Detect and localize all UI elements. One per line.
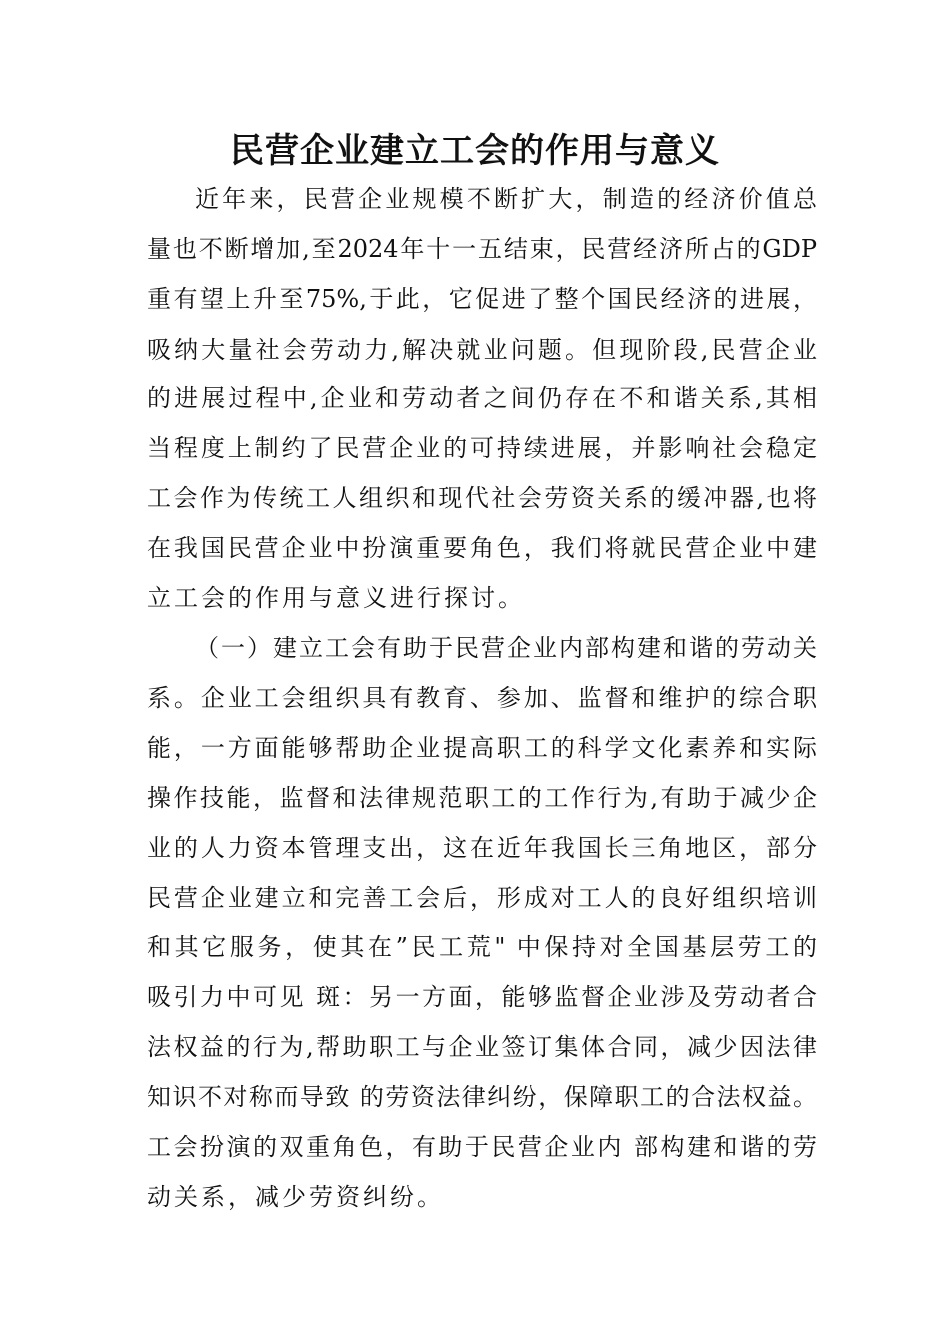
paragraph-1-line: 重有望上升至75%,于此，它促进了整个国民经济的进展，	[147, 285, 817, 313]
paragraph-2-line: 民营企业建立和完善工会后，形成对工人的良好组织培训	[147, 884, 817, 912]
paragraph-1-line: 工会作为传统工人组织和现代社会劳资关系的缓冲器,也将	[147, 484, 817, 512]
paragraph-1-line: 立工会的作用与意义进行探讨。	[147, 584, 525, 612]
paragraph-1-line: 量也不断增加,至2024年十一五结束，民营经济所占的GDP	[147, 235, 817, 263]
paragraph-2-line: 动关系，减少劳资纠纷。	[147, 1183, 444, 1211]
paragraph-1-line: 的进展过程中,企业和劳动者之间仍存在不和谐关系,其相	[147, 384, 817, 412]
paragraph-2-line: 知识不对称而导致 的劳资法律纠纷，保障职工的合法权益。	[147, 1083, 817, 1111]
paragraph-1-line: 当程度上制约了民营企业的可持续进展，并影响社会稳定	[147, 434, 817, 462]
paragraph-2-line: 工会扮演的双重角色，有助于民营企业内 部构建和谐的劳	[147, 1133, 817, 1161]
paragraph-1-line: 近年来，民营企业规模不断扩大，制造的经济价值总	[195, 185, 817, 213]
document-title: 民营企业建立工会的作用与意义	[230, 131, 720, 171]
paragraph-2-line: 操作技能，监督和法律规范职工的工作行为,有助于减少企	[147, 784, 817, 812]
paragraph-2-line: 能，一方面能够帮助企业提高职工的科学文化素养和实际	[147, 734, 817, 762]
paragraph-1-line: 在我国民营企业中扮演重要角色，我们将就民营企业中建	[147, 534, 817, 562]
paragraph-1-line: 吸纳大量社会劳动力,解决就业问题。但现阶段,民营企业	[147, 336, 817, 364]
paragraph-2-line: 和其它服务，使其在”民工荒" 中保持对全国基层劳工的	[147, 933, 817, 961]
paragraph-2-line: 业的人力资本管理支出，这在近年我国长三角地区，部分	[147, 834, 817, 862]
paragraph-2-line: 系。企业工会组织具有教育、参加、监督和维护的综合职	[147, 684, 817, 712]
paragraph-2-line: （一）建立工会有助于民营企业内部构建和谐的劳动关	[195, 634, 817, 662]
paragraph-2-line: 吸引力中可见 斑：另一方面，能够监督企业涉及劳动者合	[147, 983, 817, 1011]
paragraph-2-line: 法权益的行为,帮助职工与企业签订集体合同，减少因法律	[147, 1033, 817, 1061]
